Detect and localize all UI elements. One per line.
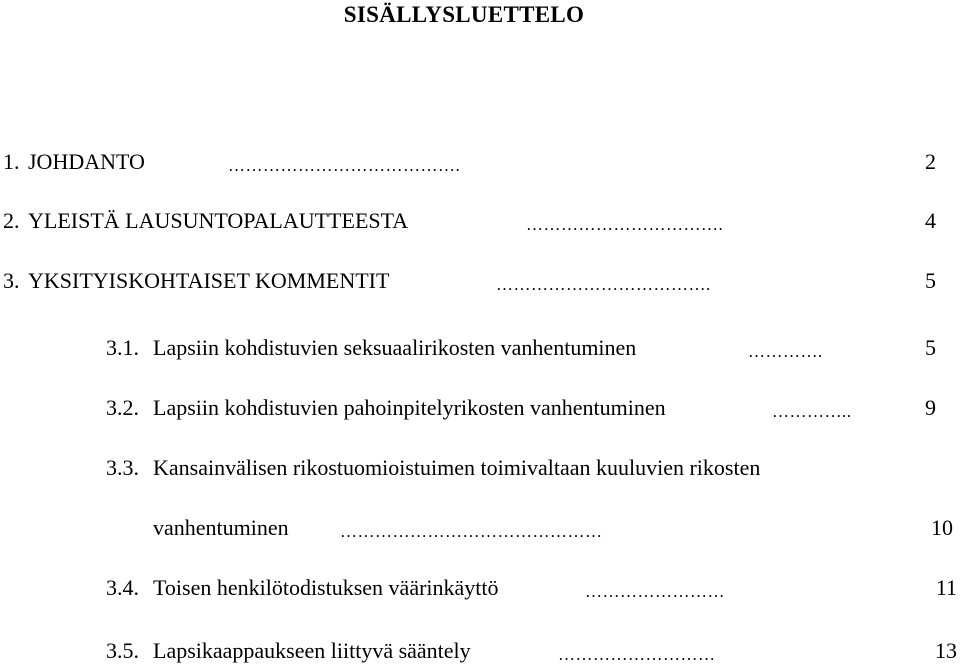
- toc-entry: [0, 453, 960, 483]
- toc-entry-number: 3.: [3, 268, 20, 293]
- toc-entry-page: 11: [935, 575, 957, 600]
- toc-entry-number: 3.5.: [106, 638, 139, 663]
- toc-entry: [0, 206, 960, 236]
- toc-title: SISÄLLYSLUETTELO: [343, 2, 585, 27]
- toc-entry-number: 3.2.: [106, 395, 139, 420]
- toc-entry: [0, 333, 960, 363]
- toc-entry-text: YKSITYISKOHTAISET KOMMENTIT: [28, 268, 390, 293]
- toc-entry-leader: ……………………: [585, 582, 725, 601]
- toc-entry-leader: …………………………….: [526, 215, 724, 234]
- toc-entry: [0, 147, 960, 177]
- toc-entry-leader: ………………………………….: [228, 156, 461, 175]
- toc-entry-text: YLEISTÄ LAUSUNTOPALAUTTEESTA: [28, 208, 409, 233]
- toc-entry-leader: …………..: [772, 402, 852, 421]
- toc-entry-leader: ……………………………….: [496, 275, 711, 294]
- toc-entry: [0, 573, 960, 603]
- toc-entry-number: 3.4.: [106, 575, 139, 600]
- toc-entry-text: Lapsikaappaukseen liittyvä sääntely: [153, 638, 471, 663]
- toc-entry-text: vanhentuminen: [153, 515, 289, 540]
- toc-entry-number: 3.1.: [106, 335, 139, 360]
- toc-entry-text: Kansainvälisen rikostuomioistuimen toimivaltaan kuuluvien rikosten: [153, 455, 761, 480]
- toc-entry-text: Lapsiin kohdistuvien seksuaalirikosten vanhentuminen: [153, 335, 637, 360]
- toc-entry-text: Toisen henkilötodistuksen väärinkäyttö: [153, 575, 499, 600]
- toc-entry: [0, 393, 960, 423]
- toc-entry-number: 2.: [3, 208, 20, 233]
- toc-entry-leader: ………….: [748, 342, 823, 361]
- toc-entry: [0, 266, 960, 296]
- toc-entry-leader: ………………………………………: [340, 522, 603, 541]
- toc-entry-text: Lapsiin kohdistuvien pahoinpitelyrikosten vanhentuminen: [153, 395, 666, 420]
- toc-entry-page: 4: [925, 208, 936, 233]
- toc-entry-page: 13: [935, 638, 957, 663]
- toc-entry-page: 2: [925, 149, 936, 174]
- toc-entry-page: 10: [931, 515, 953, 540]
- toc-entry-number: 1.: [3, 149, 20, 174]
- toc-entry-continuation: [0, 513, 960, 543]
- toc-entry-page: 9: [925, 395, 936, 420]
- toc-entry-page: 5: [925, 335, 936, 360]
- toc-entry-text: JOHDANTO: [28, 149, 145, 174]
- toc-entry: [0, 636, 960, 666]
- toc-entry-number: 3.3.: [106, 455, 139, 480]
- toc-entry-leader: ………………………: [558, 645, 716, 664]
- toc-entry-page: 5: [925, 268, 936, 293]
